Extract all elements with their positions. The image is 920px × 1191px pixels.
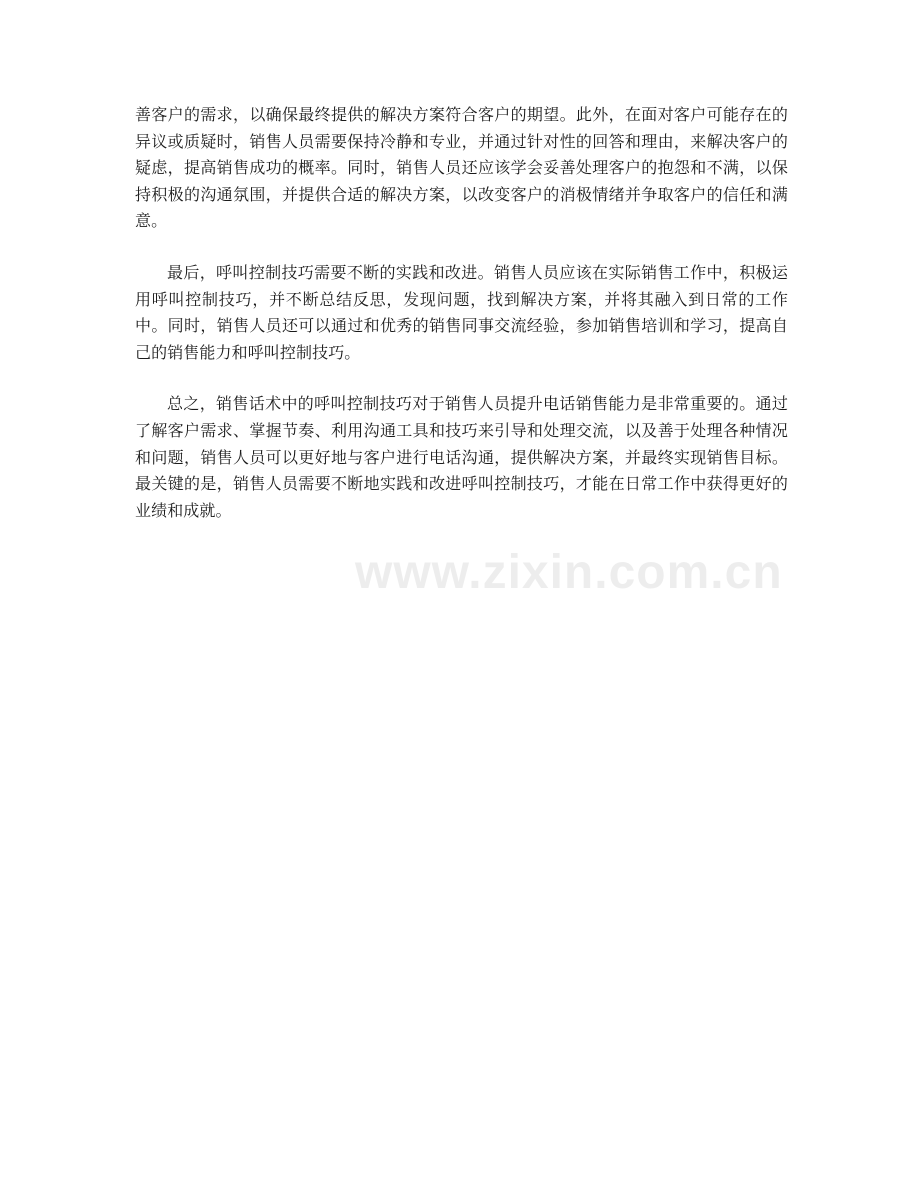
watermark: www.zixin.com.cn: [355, 546, 783, 599]
paragraph-3: 总之，销售话术中的呼叫控制技巧对于销售人员提升电话销售能力是非常重要的。通过了解客户需求、掌握节奏、利用沟通工具和技巧来引导和处理交流，以及善于处理各种情况和问题，销售人员可以更好地与客户进行电话沟通，提供解决方案，并最终实现销售目标。最关键的是，销售人员需要不断地实践和改进呼叫控制技巧，才能在日常工作中获得更好的业绩和成就。: [135, 394, 788, 520]
paragraph-1: 善客户的需求，以确保最终提供的解决方案符合客户的期望。此外，在面对客户可能存在的异议或质疑时，销售人员需要保持冷静和专业，并通过针对性的回答和理由，来解决客户的疑虑，提高销售成功的概率。同时，销售人员还应该学会妥善处理客户的抱怨和不满，以保持积极的沟通氛围，并提供合适的解决方案，以改变客户的消极情绪并争取客户的信任和满意。: [135, 105, 788, 231]
paragraph-2: 最后，呼叫控制技巧需要不断的实践和改进。销售人员应该在实际销售工作中，积极运用呼叫控制技巧，并不断总结反思，发现问题，找到解决方案，并将其融入到日常的工作中。同时，销售人员还可以通过和优秀的销售同事交流经验，参加销售培训和学习，提高自己的销售能力和呼叫控制技巧。: [135, 262, 788, 362]
document-body: [135, 102, 788, 524]
